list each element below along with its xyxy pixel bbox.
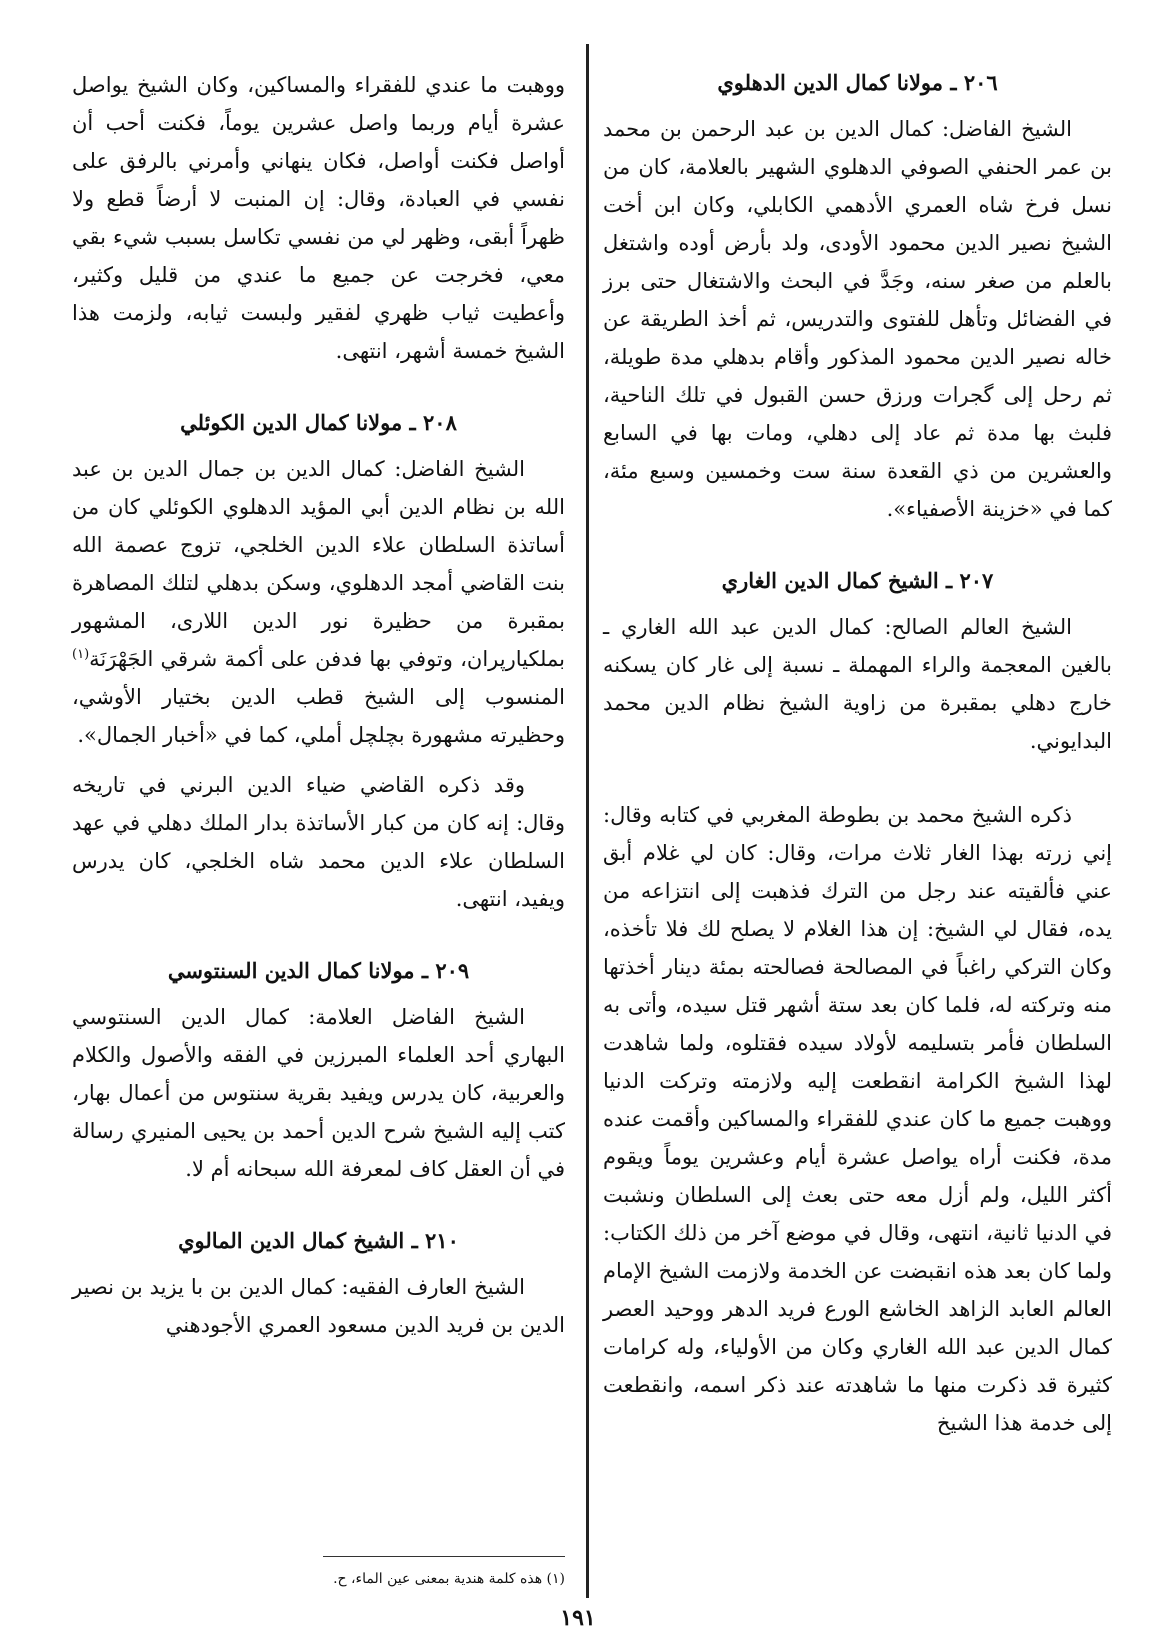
entry-208 (72, 406, 565, 918)
footnote: (١) هذه كلمة هندية بمعنى عين الماء، ح. (333, 1571, 565, 1587)
right-column (603, 66, 1112, 1478)
entry-207-continuation: ووهبت ما عندي للفقراء والمساكين، وكان الشيخ يواصل عشرة أيام وربما واصل عشرين يوماً، فكنت أحب أن أواصل فكنت أواصل، فكان ينهاني وأمرني بالرفق على نفسي في العبادة، وقال: إن المنبت لا أرضاً قطع ولا ظهراً أبقى، وظهر لي من نفسي تكاسل بسبب شيء بقي معي، فخرجت عن جميع ما عندي من قليل وكثير، وأعطيت ثياب ظهري لفقير ولبست ثيابه، ولزمت هذا الشيخ خمسة أشهر، انتهى. (72, 73, 565, 363)
entry-208-heading: ٢٠٨ ـ مولانا كمال الدين الكوئلي (180, 410, 457, 435)
column-divider (586, 44, 589, 1598)
entry-206-heading: ٢٠٦ ـ مولانا كمال الدين الدهلوي (717, 70, 998, 95)
page-number: ١٩١ (560, 1605, 596, 1631)
entry-206 (603, 66, 1112, 528)
footnote-reference[interactable]: (١) (72, 647, 90, 662)
entry-210-body: الشيخ العارف الفقيه: كمال الدين بن با يزيد بن نصير الدين بن فريد الدين مسعود العمري الأجودهني (72, 1275, 565, 1337)
entry-207 (603, 564, 1112, 1442)
entry-210-heading: ٢١٠ ـ الشيخ كمال الدين المالوي (178, 1228, 459, 1253)
entry-207-heading: ٢٠٧ ـ الشيخ كمال الدين الغاري (721, 568, 994, 593)
entry-207-body-2: ذكره الشيخ محمد بن بطوطة المغربي في كتابه وقال: إني زرته بهذا الغار ثلاث مرات، وقال: كان لي غلام أبق عني فألقيته عند رجل من الترك فذهبت إلى انتزاعه من يده، فقال لي الشيخ: إن هذا الغلام لا يصلح لك فلا تأخذه، وكان التركي راغباً في المصالحة فصالحته بمئة دينار أخذتها منه وتركته له، فلما كان بعد ستة أشهر قتل سيده، وأتى به السلطان فأمر بتسليمه لأولاد سيده فقتلوه، ولما شاهدت لهذا الشيخ الكرامة انقطعت إليه ولازمته وتركت الدنيا ووهبت جميع ما كان عندي للفقراء والمساكين وأقمت عنده مدة، فكنت أراه يواصل عشرة أيام وعشرين يوماً ويقوم أكثر الليل، ولم أزل معه حتى بعث إلى السلطان ونشبت في الدنيا ثانية، انتهى، وقال في موضع آخر من ذلك الكتاب: ولما كان بعد هذه انقبضت عن الخدمة ولازمت الشيخ الإمام العالم العابد الزاهد الخاشع الورع فريد الدهر ووحيد العصر كمال الدين عبد الله الغاري وكان من الأولياء، وله كرامات كثيرة قد ذكرت منها ما شاهدته عند ذكر اسمه، وانقطعت إلى خدمة هذا الشيخ (603, 803, 1112, 1435)
left-column (72, 66, 565, 1356)
entry-209-heading: ٢٠٩ ـ مولانا كمال الدين السنتوسي (167, 958, 470, 983)
footnote-rule (323, 1556, 565, 1557)
entry-209-body: الشيخ الفاضل العلامة: كمال الدين السنتوسي البهاري أحد العلماء المبرزين في الفقه والأصول والكلام والعربية، كان يدرس ويفيد بقرية سنتوس من أعمال بهار، كتب إليه الشيخ شرح الدين أحمد بن يحيى المنيري رسالة في أن العقل كاف لمعرفة الله سبحانه أم لا. (72, 1005, 565, 1181)
entry-208-body-2: وقد ذكره القاضي ضياء الدين البرني في تاريخه وقال: إنه كان من كبار الأساتذة بدار الملك دهلي في عهد السلطان علاء الدين محمد شاه الخلجي، كان يدرس ويفيد، انتهى. (72, 773, 565, 911)
entry-210 (72, 1224, 565, 1344)
entry-208-body-1 (72, 450, 565, 754)
entry-206-body: الشيخ الفاضل: كمال الدين بن عبد الرحمن بن محمد بن عمر الحنفي الصوفي الدهلوي الشهير بالعلامة، كان من نسل فرخ شاه العمري الأدهمي الكابلي، وكان ابن أخت الشيخ نصير الدين محمود الأودى، ولد بأرض أوده واشتغل بالعلم من صغر سنه، وجَدَّ في البحث والاشتغال حتى برز في الفضائل وتأهل للفتوى والتدريس، ثم أخذ الطريقة عن خاله نصير الدين محمود المذكور وأقام بدهلي مدة طويلة، ثم رحل إلى گجرات ورزق حسن القبول في تلك الناحية، فلبث بها مدة ثم عاد إلى دهلي، ومات بها في السابع والعشرين من ذي القعدة سنة ست وخمسين وسبع مئة، كما في «خزينة الأصفياء». (603, 117, 1112, 521)
entry-208-body-1-part-a: الشيخ الفاضل: كمال الدين بن جمال الدين بن عبد الله بن نظام الدين أبي المؤيد الدهلوي الكوئلي كان من أساتذة السلطان علاء الدين الخلجي، تزوج عصمة الله بنت القاضي أمجد الدهلوي، وسكن بدهلي لتلك المصاهرة بمقبرة من حظيرة نور الدين اللارى، المشهور بملكيارپران، وتوفي بها فدفن على أكمة شرقي الجَهْرَنَة (72, 457, 565, 671)
entry-209 (72, 954, 565, 1188)
entry-207-body-1: الشيخ العالم الصالح: كمال الدين عبد الله الغاري ـ بالغين المعجمة والراء المهملة ـ نسبة إلى غار كان يسكنه خارج دهلي بمقبرة من زاوية الشيخ نظام الدين محمد البدايوني. (603, 615, 1112, 753)
entry-208-body-1-part-b: المنسوب إلى الشيخ قطب الدين بختيار الأوشي، وحظيرته مشهورة بچلچل أملي، كما في «أخبار الجمال». (72, 685, 565, 747)
